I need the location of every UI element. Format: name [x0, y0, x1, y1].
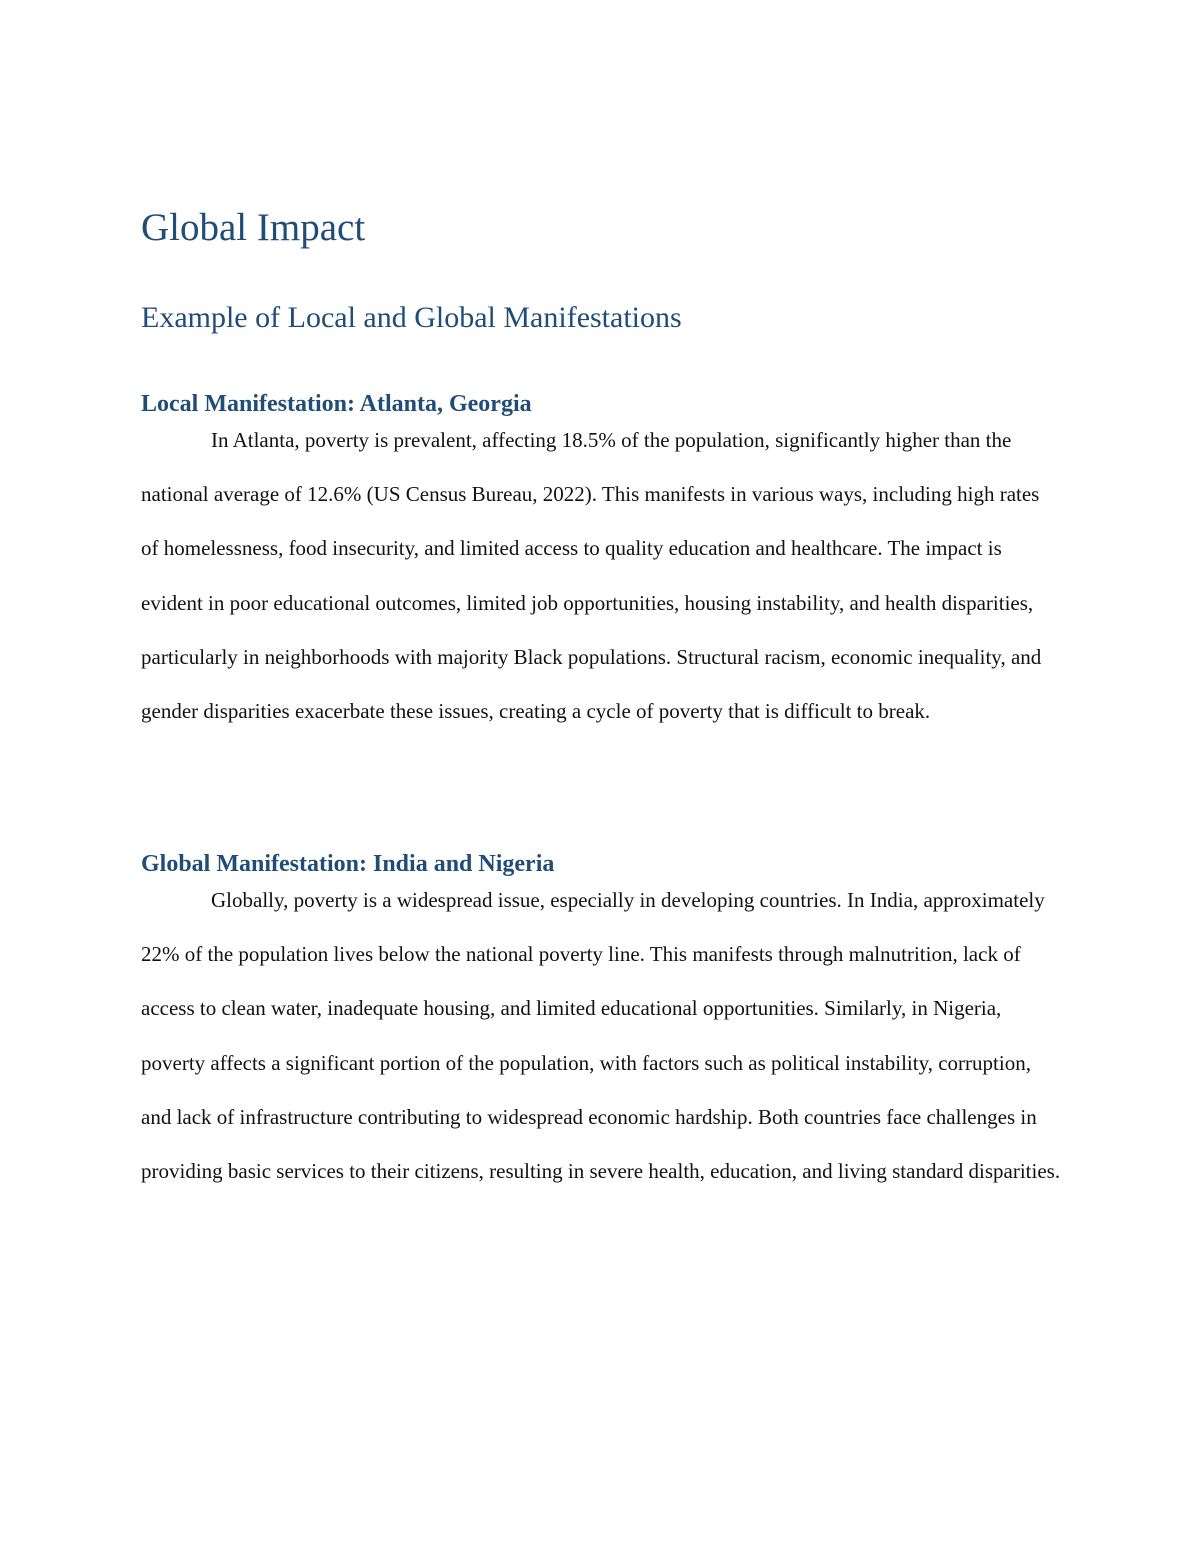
local-manifestation-heading: Local Manifestation: Atlanta, Georgia	[141, 391, 532, 417]
global-manifestation-heading: Global Manifestation: India and Nigeria	[141, 851, 555, 877]
page-title: Global Impact	[141, 206, 366, 249]
global-manifestation-paragraph: Globally, poverty is a widespread issue, especially in developing countries. In India, approximately 22% of the population lives below the national poverty line. This manifests through malnutrition, lack of access to clean water, inadequate housing, and limited educational opportunities. Similarly, in Nigeria, poverty affects a significant portion of the population, with factors such as political instability, corruption, and lack of infrastructure contributing to widespread economic hardship. Both countries face challenges in providing basic services to their citizens, resulting in severe health, education, and living standard disparities.	[141, 888, 1061, 1184]
local-manifestation-paragraph: In Atlanta, poverty is prevalent, affecting 18.5% of the population, significantly higher than the national average of 12.6% (US Census Bureau, 2022). This manifests in various ways, including high rates of homelessness, food insecurity, and limited access to quality education and healthcare. The impact is evident in poor educational outcomes, limited job opportunities, housing instability, and health disparities, particularly in neighborhoods with majority Black populations. Structural racism, economic inequality, and gender disparities exacerbate these issues, creating a cycle of poverty that is difficult to break.	[141, 428, 1042, 724]
section-subtitle: Example of Local and Global Manifestations	[141, 301, 682, 334]
